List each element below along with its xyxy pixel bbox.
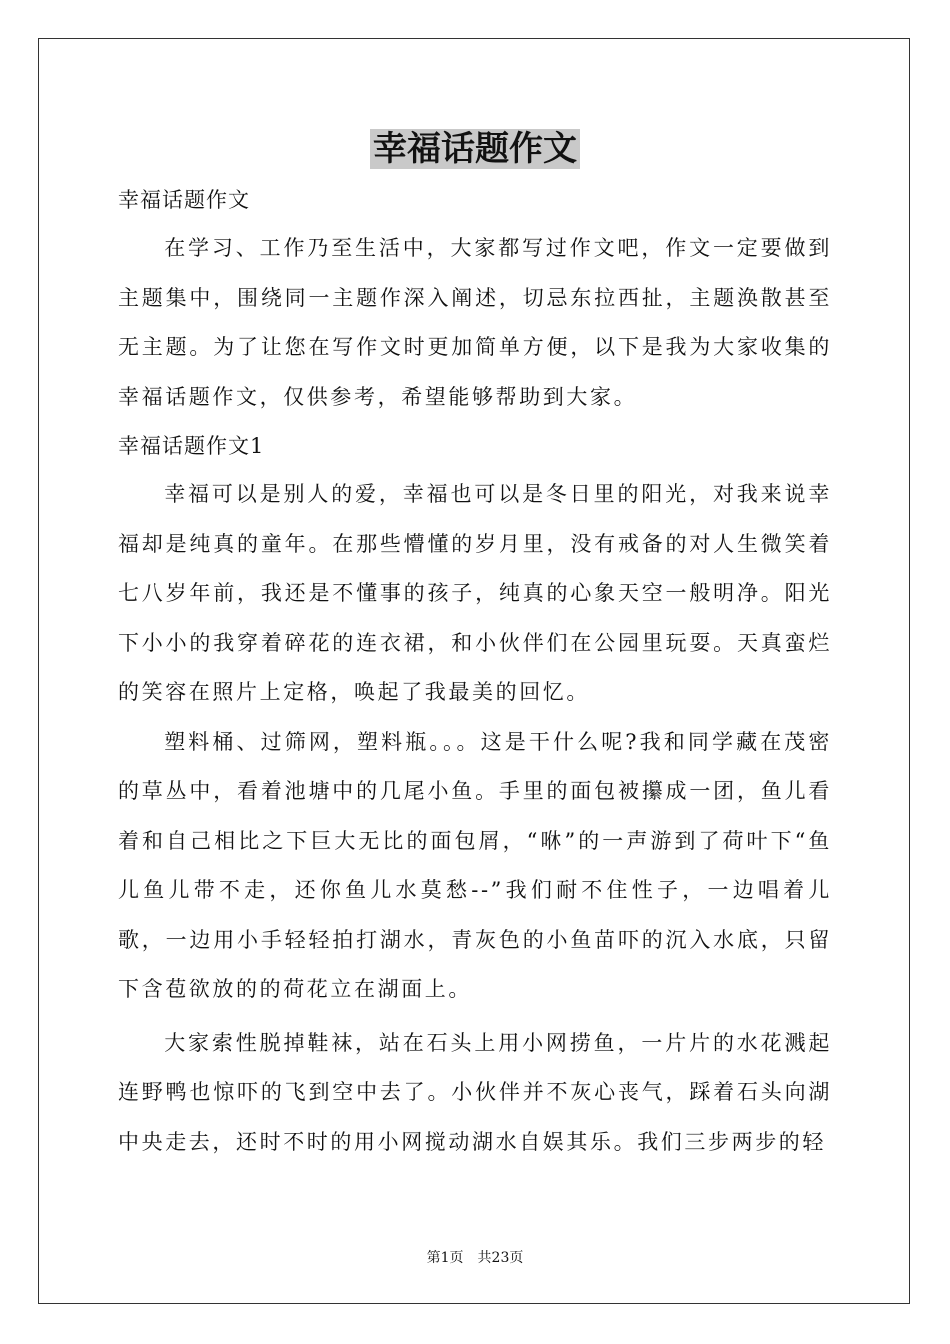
document-title	[0, 126, 950, 172]
page-number-footer: 第1页 共23页	[426, 1250, 524, 1266]
essay-heading: 幸福话题作文1	[118, 434, 265, 458]
document-body	[118, 176, 832, 1167]
document-subtitle: 幸福话题作文	[118, 188, 250, 212]
essay-paragraph-3: 大家索性脱掉鞋袜，站在石头上用小网捞鱼，一片片的水花溅起连野鸭也惊吓的飞到空中去了。小伙伴并不灰心丧气，踩着石头向湖中央走去，还时不时的用小网搅动湖水自娱其乐。我们三步两步的轻	[118, 1030, 832, 1154]
essay-paragraph-1: 幸福可以是别人的爱，幸福也可以是冬日里的阳光，对我来说幸福却是纯真的童年。在那些懵懂的岁月里，没有戒备的对人生微笑着七八岁年前，我还是不懂事的孩子，纯真的心象天空一般明净。阳光下小小的我穿着碎花的连衣裙，和小伙伴们在公园里玩耍。天真蛮烂的笑容在照片上定格，唤起了我最美的回忆。	[118, 482, 832, 704]
intro-paragraph: 在学习、工作乃至生活中，大家都写过作文吧，作文一定要做到主题集中，围绕同一主题作深入阐述，切忌东拉西扯，主题涣散甚至无主题。为了让您在写作文时更加简单方便，以下是我为大家收集的幸福话题作文，仅供参考，希望能够帮助到大家。	[118, 236, 832, 409]
document-title-text: 幸福话题作文	[370, 129, 580, 169]
essay-paragraph-2: 塑料桶、过筛网，塑料瓶。。。这是干什么呢?我和同学藏在茂密的草丛中，看着池塘中的几尾小鱼。手里的面包被攥成一团，鱼儿看着和自己相比之下巨大无比的面包屑，“咻”的一声游到了荷叶下“鱼儿鱼儿带不走，还你鱼儿水莫愁--”我们耐不住性子，一边唱着儿歌，一边用小手轻轻拍打湖水，青灰色的小鱼苗吓的沉入水底，只留下含苞欲放的的荷花立在湖面上。	[118, 729, 832, 1001]
